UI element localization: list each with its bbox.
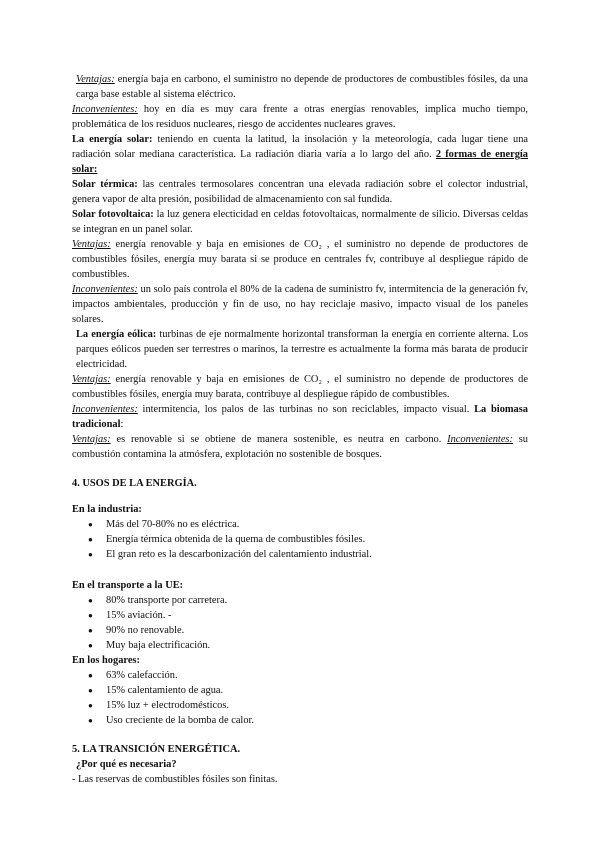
biomass-paragraph bbox=[72, 432, 528, 462]
paragraph-text: teniendo en cuenta la latitud, la insolación y la meteorología, cada lugar tiene una radiación solar mediana característica. La radiación diaria varía a lo largo del año. bbox=[72, 134, 529, 160]
advantages-label: Ventajas: bbox=[76, 74, 115, 85]
colon: : bbox=[120, 419, 124, 430]
section-5-heading: 5. LA TRANSICIÓN ENERGÉTICA. bbox=[72, 744, 241, 755]
wind-energy-title: La energía eólica: bbox=[76, 329, 157, 340]
list-item: ● 15% luz + electrodomésticos. bbox=[72, 698, 528, 713]
solar-disadvantages bbox=[72, 282, 528, 327]
solar-energy-paragraph bbox=[72, 132, 528, 177]
section-5-line: - Las reservas de combustibles fósiles son finitas. bbox=[72, 774, 278, 785]
advantages-label: Ventajas: bbox=[72, 434, 111, 445]
list-item: ● Más del 70-80% no es eléctrica. bbox=[72, 517, 528, 532]
transport-title: En el transporte a la UE: bbox=[72, 580, 184, 591]
paragraph-text: turbinas de eje normalmente horizontal transforman la energía en corriente alterna. Los parques eólicos pueden ser terrestres o marinos, la terrestre es actualmente la forma más barata de producir electricidad. bbox=[76, 329, 528, 370]
homes-title: En los hogares: bbox=[72, 655, 140, 666]
paragraph-text: es renovable si se obtiene de manera sostenible, es neutra en carbono. bbox=[110, 434, 442, 445]
nuclear-disadvantages bbox=[72, 102, 528, 132]
solar-pv-paragraph bbox=[72, 207, 528, 237]
wind-advantages bbox=[72, 372, 528, 402]
biomass-title: La biomasa tradicional bbox=[72, 404, 528, 430]
paragraph-text: las centrales termosolares concentran una elevada radiación sobre el colector industrial, genera vapor de alta presión, posibilidad de almacenamiento con sal fundida. bbox=[72, 179, 528, 205]
list-item: ● 63% calefacción. bbox=[72, 668, 528, 683]
homes-list bbox=[72, 668, 528, 728]
list-item: ● 15% calentamiento de agua. bbox=[72, 683, 528, 698]
paragraph-text: su combustión contamina la atmósfera, explotación no sostenible de bosques. bbox=[72, 434, 528, 460]
solar-thermal-title: Solar térmica: bbox=[72, 179, 138, 190]
disadvantages-label: Inconvenientes: bbox=[447, 434, 513, 445]
list-item: ● 15% aviación. - bbox=[72, 608, 528, 623]
list-item: ● El gran reto es la descarbonización del calentamiento industrial. bbox=[72, 547, 528, 562]
paragraph-text: hoy en día es muy cara frente a otras energías renovables, implica mucho tiempo, problemática de los residuos nucleares, riesgo de accidentes nucleares graves. bbox=[72, 104, 528, 130]
paragraph-text: energía renovable y baja en emisiones de CO₂ , el suministro no depende de productores de combustibles fósiles, energía muy barata, contribuye al despliegue rápido de combustibles. bbox=[72, 374, 528, 400]
list-item: ● Muy baja electrificación. bbox=[72, 638, 528, 653]
disadvantages-label: Inconvenientes: bbox=[72, 104, 138, 115]
solar-thermal-paragraph bbox=[72, 177, 528, 207]
disadvantages-label: Inconvenientes: bbox=[72, 404, 138, 415]
solar-forms-highlight: 2 formas de energía solar: bbox=[72, 149, 528, 175]
nuclear-advantages bbox=[72, 72, 528, 102]
industry-title: En la industria: bbox=[72, 504, 142, 515]
list-item: ● 80% transporte por carretera. bbox=[72, 593, 528, 608]
industry-list bbox=[72, 517, 528, 562]
paragraph-text: intermitencia, los palos de las turbinas no son reciclables, impacto visual. bbox=[137, 404, 470, 415]
list-item: ● 90% no renovable. bbox=[72, 623, 528, 638]
solar-energy-title: La energía solar: bbox=[72, 134, 153, 145]
list-item: ● Energía térmica obtenida de la quema de combustibles fósiles. bbox=[72, 532, 528, 547]
solar-advantages bbox=[72, 237, 528, 282]
wind-disadvantages bbox=[72, 402, 528, 432]
paragraph-text: energía renovable y baja en emisiones de CO₂ , el suministro no depende de productores de combustibles fósiles, energía muy barata si se produce en centrales fv, contribuye al despliegue rápido de combustibles. bbox=[72, 239, 528, 280]
paragraph-text: la luz genera electicidad en celdas fotovoltaicas, normalmente de silicio. Diversas celdas se integran en un panel solar. bbox=[72, 209, 528, 235]
wind-energy-paragraph bbox=[72, 327, 528, 372]
solar-pv-title: Solar fotovoltaica: bbox=[72, 209, 154, 220]
list-item: ● Uso creciente de la bomba de calor. bbox=[72, 713, 528, 728]
advantages-label: Ventajas: bbox=[72, 239, 111, 250]
transport-list bbox=[72, 593, 528, 653]
paragraph-text: energía baja en carbono, el suministro no depende de productores de combustibles fósiles, da una carga base estable al sistema eléctrico. bbox=[76, 74, 528, 100]
advantages-label: Ventajas: bbox=[72, 374, 111, 385]
paragraph-text: un solo país controla el 80% de la cadena de suministro fv, intermitencia de la generación fv, impactos ambientales, producción y fin de uso, no hay reciclaje masivo, impacto visual de los paneles solares. bbox=[72, 284, 528, 325]
section-4-heading: 4. USOS DE LA ENERGÍA. bbox=[72, 478, 197, 489]
section-5-question: ¿Por qué es necesaria? bbox=[76, 759, 177, 770]
disadvantages-label: Inconvenientes: bbox=[72, 284, 138, 295]
